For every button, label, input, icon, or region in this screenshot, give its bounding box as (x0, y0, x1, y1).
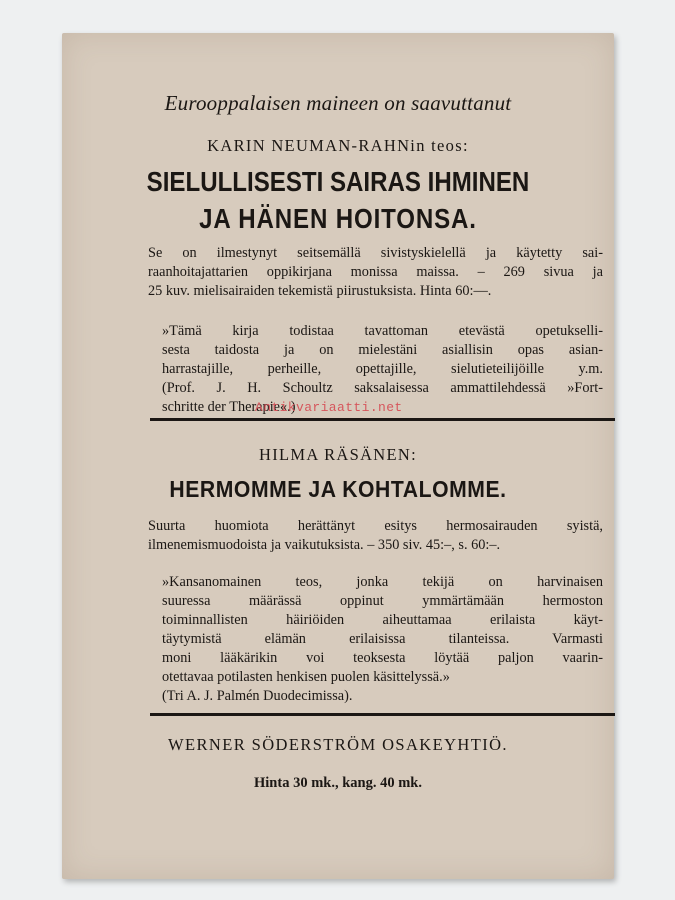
watermark: Antikvariaatti.net (255, 400, 403, 415)
book2-quote-line: suuressa määrässä oppinut ymmärtämään hermoston (162, 593, 603, 609)
book1-quote-line: (Prof. J. H. Schoultz saksalaisessa ammattilehdessä »Fort- (162, 380, 603, 396)
book2-review-quote (162, 573, 603, 706)
book-back-cover (62, 33, 614, 879)
book2-description-line: ilmenemismuodoista ja vaikutuksista. – 350 siv. 45:–, s. 60:–. (148, 537, 501, 553)
book1-quote-line: schritte der Therapie«.) (162, 399, 296, 415)
book2-quote-line: otettavaa potilasten henkisen puolen käsittelyssä.» (162, 669, 450, 685)
divider (150, 418, 615, 421)
book1-description-line: 25 kuv. mielisairaiden tekemistä piirustuksista. Hinta 60:—. (148, 283, 492, 299)
book2-quote-line: täytymistä elämän erilaisissa tilanteissa. Varmasti (162, 631, 603, 647)
book1-quote-line: sesta taidosta ja on mielestäni asiallisin opas asian- (162, 342, 603, 358)
book2-quote-line: moni lääkärikin voi teoksesta löytää paljon vaarin- (162, 650, 603, 666)
intro-line: Eurooppalaisen maineen on saavuttanut (164, 91, 512, 115)
book2-quote-line: »Kansanomainen teos, jonka tekijä on harvinaisen (162, 574, 603, 590)
price: Hinta 30 mk., kang. 40 mk. (254, 775, 422, 791)
book1-author: KARIN NEUMAN-RAHNin teos: (207, 136, 469, 155)
book1-description (148, 244, 603, 301)
book2-description-line: Suurta huomiota herättänyt esitys hermosairauden syistä, (148, 518, 603, 534)
book1-quote-line: harrastajille, perheille, opettajille, sielutieteilijöille y.m. (162, 361, 603, 377)
book2-quote-line: toiminnallisten häiriöiden aiheuttamaa erilaista käyt- (162, 612, 603, 628)
publisher: WERNER SÖDERSTRÖM OSAKEYHTIÖ. (168, 735, 508, 754)
book2-quote-line: (Tri A. J. Palmén Duodecimissa). (162, 688, 353, 704)
book1-description-line: raanhoitajattarien oppikirjana monissa maissa. – 269 sivua ja (148, 264, 603, 280)
book2-description (148, 517, 603, 555)
book1-title-line2: JA HÄNEN HOITONSA. (199, 203, 477, 234)
divider (150, 713, 615, 716)
book1-description-line: Se on ilmestynyt seitsemällä sivistyskielellä ja käytetty sai- (148, 245, 603, 261)
book2-author: HILMA RÄSÄNEN: (259, 445, 417, 464)
book2-title: HERMOMME JA KOHTALOMME. (169, 476, 507, 502)
book1-quote-line: »Tämä kirja todistaa tavattoman etevästä opetukselli- (162, 323, 603, 339)
book1-title-line1: SIELULLISESTI SAIRAS IHMINEN (146, 166, 530, 197)
